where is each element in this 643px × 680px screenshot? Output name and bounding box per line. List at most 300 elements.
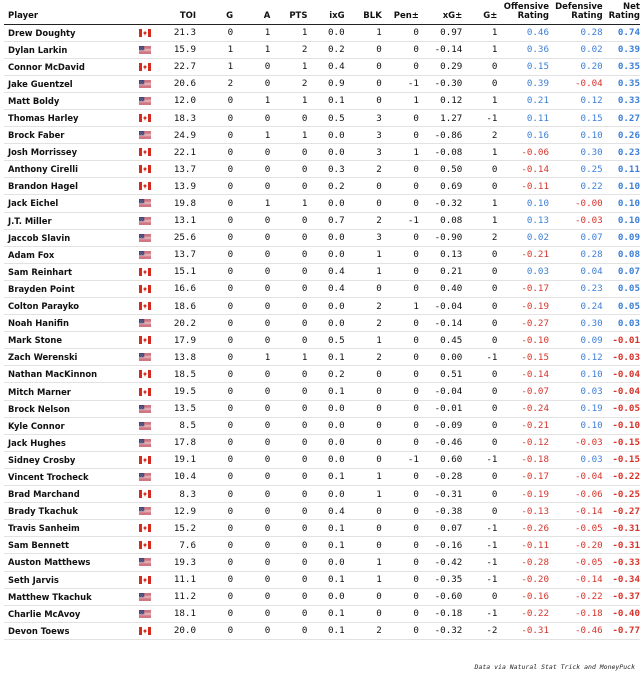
column-header: Player (8, 10, 39, 21)
stat-cell: 8.3 (179, 488, 196, 500)
stat-cell: -1 (486, 574, 498, 586)
column-header: Net Rating (608, 1, 640, 21)
stat-cell: 0 (227, 300, 234, 312)
stat-cell: 0 (376, 505, 382, 517)
stat-cell: 0 (264, 317, 271, 329)
flag-cell (134, 195, 157, 212)
stat-cell: 0.30 (580, 317, 603, 329)
stat-cell: 0.1 (328, 625, 345, 637)
stat-cell: 0 (413, 249, 419, 261)
stat-cell: 15.2 (173, 522, 196, 534)
flag-cell (134, 434, 157, 451)
stat-cell: 0 (227, 146, 234, 158)
stat-cell: 0.27 (617, 112, 640, 124)
stat-cell: 0 (376, 420, 382, 432)
table-row (4, 434, 640, 451)
stat-cell: 1 (376, 556, 382, 568)
stat-cell: 0 (301, 437, 308, 449)
player-name: Auston Matthews (8, 557, 91, 568)
stat-cell: 0 (301, 266, 308, 278)
player-name: Connor McDavid (8, 61, 85, 72)
stat-cell: 0.12 (440, 95, 463, 107)
player-name: Jack Hughes (8, 437, 66, 448)
player-name: Jack Eichel (8, 198, 59, 209)
stat-cell: 2 (491, 129, 498, 141)
stat-cell: 0 (301, 539, 308, 551)
stat-cell: 1 (227, 44, 234, 56)
stat-cell: 0 (264, 488, 271, 500)
stat-cell: 0 (413, 163, 419, 175)
stat-cell: -0.18 (434, 608, 463, 620)
stat-cell: 2 (376, 625, 382, 637)
stat-cell: 0.1 (328, 539, 345, 551)
stat-cell: 0.20 (580, 61, 603, 73)
stat-cell: 3 (376, 146, 382, 158)
stat-cell: -0.21 (521, 249, 549, 261)
player-name: Kyle Connor (8, 420, 65, 431)
stat-cell: 1.27 (440, 112, 463, 124)
player-name: Zach Werenski (8, 352, 78, 363)
stat-cell: 0 (376, 44, 382, 56)
column-header: G± (483, 10, 498, 21)
stat-cell: 0 (376, 78, 382, 90)
player-name: Drew Doughty (8, 27, 76, 38)
flag-cell (134, 92, 157, 109)
player-name: Jake Guentzel (8, 78, 73, 89)
stat-cell: 0 (301, 283, 308, 295)
stat-cell: 0 (491, 505, 498, 517)
stat-cell: 0 (376, 454, 382, 466)
stat-cell: -0.33 (612, 556, 640, 568)
stat-cell: 0 (301, 334, 308, 346)
stat-cell: 1 (376, 266, 382, 278)
stat-cell: 1 (264, 197, 271, 209)
stat-cell: -1 (486, 454, 498, 466)
column-header: ixG (329, 10, 345, 21)
stat-cell: 0 (301, 146, 308, 158)
stat-cell: 0.0 (328, 129, 345, 141)
usa-flag-icon (139, 473, 151, 481)
stat-cell: 0.2 (328, 368, 345, 380)
stat-cell: 0 (301, 625, 308, 637)
stat-cell: -0.38 (434, 505, 463, 517)
player-name: Dylan Larkin (8, 44, 68, 55)
stat-cell: -0.16 (521, 591, 549, 603)
stat-cell: 0.08 (617, 249, 640, 261)
stat-cell: 13.7 (173, 163, 196, 175)
stat-cell: 1 (491, 146, 498, 158)
stat-cell: 0.51 (440, 368, 463, 380)
stat-cell: 25.6 (173, 232, 196, 244)
stat-cell: 0 (413, 334, 419, 346)
stat-cell: 0 (264, 266, 271, 278)
stat-cell: 0 (413, 556, 419, 568)
stat-cell: 0.26 (617, 129, 640, 141)
stat-cell: -0.37 (612, 591, 640, 603)
player-name: Thomas Harley (8, 113, 79, 124)
stat-cell: -0.19 (521, 488, 549, 500)
stat-cell: 0 (264, 334, 271, 346)
stat-cell: 1 (301, 27, 308, 39)
stat-cell: 1 (376, 471, 382, 483)
stat-cell: 0 (264, 591, 271, 603)
flag-cell (134, 229, 157, 246)
stat-cell: 11.2 (173, 591, 196, 603)
stat-cell: 0.0 (328, 300, 345, 312)
stat-cell: -0.14 (575, 505, 603, 517)
table-row (4, 332, 640, 349)
stat-cell: 24.9 (173, 129, 196, 141)
usa-flag-icon (139, 217, 151, 225)
stat-cell: 0 (301, 368, 308, 380)
stat-cell: 0.22 (580, 180, 603, 192)
stat-cell: 0.1 (328, 95, 345, 107)
flag-cell (134, 486, 157, 503)
player-name: Anthony Cirelli (8, 164, 78, 175)
stat-cell: 0 (413, 574, 419, 586)
stat-cell: 0 (301, 403, 308, 415)
stat-cell: 13.8 (173, 351, 196, 363)
flag-cell (134, 349, 157, 366)
stat-cell: 0 (491, 180, 498, 192)
stat-cell: 0.5 (328, 334, 345, 346)
stat-cell: 0 (413, 232, 419, 244)
stat-cell: 0.10 (617, 180, 640, 192)
player-name: Nathan MacKinnon (8, 369, 98, 380)
usa-flag-icon (139, 97, 151, 105)
flag-cell (134, 554, 157, 571)
stat-cell: 2 (491, 232, 498, 244)
canada-flag-icon (139, 627, 151, 635)
stat-cell: -0.25 (612, 488, 640, 500)
stat-cell: 0 (227, 95, 234, 107)
stat-cell: 0 (227, 197, 234, 209)
stat-cell: 0 (376, 197, 382, 209)
stat-cell: 17.9 (173, 334, 196, 346)
stat-cell: 19.5 (173, 386, 196, 398)
table-row (4, 41, 640, 58)
stat-cell: -0.01 (612, 334, 640, 346)
table-row (4, 58, 640, 75)
stat-cell: 0.36 (526, 44, 549, 56)
usa-flag-icon (139, 251, 151, 259)
stat-cell: 0 (376, 608, 382, 620)
stat-cell: 20.0 (173, 625, 196, 637)
stat-cell: 12.9 (173, 505, 196, 517)
stat-cell: 1 (376, 334, 382, 346)
stat-cell: 20.2 (173, 317, 196, 329)
stat-cell: 0 (413, 197, 419, 209)
stat-cell: 0 (301, 232, 308, 244)
stat-cell: -0.14 (521, 163, 549, 175)
stat-cell: 0 (491, 266, 498, 278)
table-row (4, 451, 640, 468)
stat-cell: 0.0 (328, 591, 345, 603)
stat-cell: 0 (227, 471, 234, 483)
stat-cell: 0 (491, 300, 498, 312)
canada-flag-icon (139, 29, 151, 37)
stat-cell: -0.04 (612, 386, 640, 398)
stat-cell: 0 (491, 61, 498, 73)
source-note: Data via Natural Stat Trick and MoneyPuck (474, 663, 635, 671)
column-header: xG± (442, 10, 463, 21)
stat-cell: 0.07 (580, 232, 603, 244)
stat-cell: -0.05 (612, 403, 640, 415)
flag-cell (134, 263, 157, 280)
table-row (4, 520, 640, 537)
table-row (4, 280, 640, 297)
stat-cell: 0.07 (617, 266, 640, 278)
column-header: BLK (363, 10, 382, 21)
stat-cell: 0.0 (328, 146, 345, 158)
stat-cell: 0.16 (526, 129, 549, 141)
table-row (4, 92, 640, 109)
stat-cell: 0.23 (580, 283, 603, 295)
stat-cell: 0.10 (526, 197, 549, 209)
stat-cell: -0.05 (575, 522, 603, 534)
stat-cell: 0.11 (526, 112, 549, 124)
stat-cell: 0.10 (580, 420, 603, 432)
stat-cell: 0.45 (440, 334, 463, 346)
stat-cell: 0.0 (328, 488, 345, 500)
stat-cell: 0 (491, 334, 498, 346)
column-header: Defensive Rating (555, 1, 603, 21)
stat-cell: 21.3 (173, 27, 196, 39)
flag-cell (134, 41, 157, 58)
stat-cell: -0.15 (612, 437, 640, 449)
stat-cell: -2 (486, 625, 498, 637)
stat-cell: 0 (227, 215, 234, 227)
stat-cell: 0 (227, 27, 234, 39)
canada-flag-icon (139, 490, 151, 498)
stat-cell: 0.50 (440, 163, 463, 175)
stat-cell: 1 (376, 249, 382, 261)
player-name: Brad Marchand (8, 489, 80, 500)
table-body (4, 24, 640, 639)
canada-flag-icon (139, 148, 151, 156)
stat-cell: 22.1 (173, 146, 196, 158)
stat-cell: 0 (227, 180, 234, 192)
stat-cell: 0 (264, 556, 271, 568)
stat-cell: -0.77 (612, 625, 640, 637)
stat-cell: -0.46 (434, 437, 463, 449)
usa-flag-icon (139, 131, 151, 139)
stat-cell: 1 (264, 129, 271, 141)
stat-cell: -0.60 (434, 591, 463, 603)
stat-cell: -0.01 (434, 403, 463, 415)
flag-cell (134, 468, 157, 485)
table-row (4, 315, 640, 332)
flag-cell (134, 520, 157, 537)
stat-cell: 0 (376, 386, 382, 398)
stat-cell: 0.03 (580, 386, 603, 398)
usa-flag-icon (139, 46, 151, 54)
stat-cell: 18.6 (173, 300, 196, 312)
stat-cell: 0.03 (617, 317, 640, 329)
stat-cell: 0.7 (328, 215, 345, 227)
stat-cell: 1 (301, 351, 308, 363)
flag-cell (134, 127, 157, 144)
stat-cell: -0.04 (575, 471, 603, 483)
stat-cell: 1 (376, 27, 382, 39)
stat-cell: 0 (413, 386, 419, 398)
canada-flag-icon (139, 388, 151, 396)
player-name: Devon Toews (8, 625, 70, 636)
flag-cell (134, 144, 157, 161)
canada-flag-icon (139, 63, 151, 71)
table-row (4, 144, 640, 161)
stat-cell: -0.19 (521, 300, 549, 312)
stat-cell: -0.00 (575, 197, 603, 209)
stat-cell: 0.40 (440, 283, 463, 295)
table-row (4, 571, 640, 588)
stat-cell: 0 (227, 129, 234, 141)
stat-cell: -0.28 (521, 556, 549, 568)
stat-cell: 15.1 (173, 266, 196, 278)
stat-cell: 0.1 (328, 522, 345, 534)
stat-cell: 0 (413, 591, 419, 603)
stat-cell: 0.19 (580, 403, 603, 415)
player-name: Brandon Hagel (8, 181, 78, 192)
stat-cell: 0 (413, 505, 419, 517)
column-header (134, 0, 157, 24)
stat-cell: 0.03 (580, 454, 603, 466)
stat-cell: 0 (413, 317, 419, 329)
flag-cell (134, 605, 157, 622)
stat-cell: 0.28 (580, 27, 603, 39)
stat-cell: 0.10 (617, 197, 640, 209)
stat-cell: 0.24 (580, 300, 603, 312)
stat-cell: 2 (301, 44, 308, 56)
player-name: Noah Hanifin (8, 318, 69, 329)
canada-flag-icon (139, 336, 151, 344)
stat-cell: 2 (376, 215, 382, 227)
stat-cell: 0 (301, 215, 308, 227)
stat-cell: 0.13 (440, 249, 463, 261)
stat-cell: 0.0 (328, 437, 345, 449)
player-name: Brayden Point (8, 283, 75, 294)
table-row (4, 486, 640, 503)
stat-cell: 0 (491, 386, 498, 398)
stat-cell: 0 (413, 608, 419, 620)
stat-cell: 0 (227, 454, 234, 466)
stat-cell: -1 (486, 608, 498, 620)
stat-cell: 0 (264, 437, 271, 449)
stat-cell: -0.14 (521, 368, 549, 380)
stat-cell: -0.09 (434, 420, 463, 432)
player-name: Matthew Tkachuk (8, 591, 92, 602)
stat-cell: -1 (407, 454, 419, 466)
stat-cell: 0 (413, 27, 419, 39)
stat-cell: 1 (301, 61, 308, 73)
stat-cell: 0 (301, 163, 308, 175)
table-row (4, 298, 640, 315)
flag-cell (134, 503, 157, 520)
stat-cell: 0.0 (328, 27, 345, 39)
stat-cell: 0.09 (580, 334, 603, 346)
stat-cell: 0 (491, 249, 498, 261)
stat-cell: -0.15 (521, 351, 549, 363)
stat-cell: 0 (376, 283, 382, 295)
stat-cell: -0.27 (612, 505, 640, 517)
stat-cell: 0.00 (440, 351, 463, 363)
stat-cell: -0.34 (612, 574, 640, 586)
header-row (4, 0, 640, 24)
stat-cell: 0 (264, 522, 271, 534)
stat-cell: -0.42 (434, 556, 463, 568)
stat-cell: 18.3 (173, 112, 196, 124)
stat-cell: 0.23 (617, 146, 640, 158)
stat-cell: -0.32 (434, 625, 463, 637)
stat-cell: 0 (491, 78, 498, 90)
column-header: Offensive Rating (503, 1, 549, 21)
stat-cell: 0.28 (580, 249, 603, 261)
stat-cell: 0.12 (580, 351, 603, 363)
stat-cell: -0.86 (434, 129, 463, 141)
stat-cell: 2 (227, 78, 234, 90)
stat-cell: 13.7 (173, 249, 196, 261)
stat-cell: 20.6 (173, 78, 196, 90)
stat-cell: 0 (413, 283, 419, 295)
stat-cell: 1 (413, 300, 419, 312)
stat-cell: 0.04 (580, 266, 603, 278)
stat-cell: -1 (486, 351, 498, 363)
canada-flag-icon (139, 182, 151, 190)
player-name: Charlie McAvoy (8, 608, 81, 619)
canada-flag-icon (139, 114, 151, 122)
stat-cell: 0.2 (328, 180, 345, 192)
table-row (4, 554, 640, 571)
stat-cell: -1 (407, 78, 419, 90)
stat-cell: 0.69 (440, 180, 463, 192)
stat-cell: 0 (227, 608, 234, 620)
table-row (4, 366, 640, 383)
stat-cell: 0 (301, 505, 308, 517)
flag-cell (134, 298, 157, 315)
usa-flag-icon (139, 507, 151, 515)
flag-cell (134, 622, 157, 639)
stat-cell: 0 (227, 163, 234, 175)
stat-cell: 0.39 (526, 78, 549, 90)
usa-flag-icon (139, 319, 151, 327)
stat-cell: -0.32 (434, 197, 463, 209)
stat-cell: 0 (301, 317, 308, 329)
player-name: Travis Sanheim (8, 523, 80, 534)
stat-cell: 0 (413, 44, 419, 56)
stat-cell: -0.31 (612, 522, 640, 534)
column-header: TOI (179, 10, 196, 21)
stat-cell: 0 (227, 625, 234, 637)
stat-cell: 0 (264, 368, 271, 380)
stat-cell: 0 (301, 249, 308, 261)
stat-cell: -0.20 (575, 539, 603, 551)
stat-cell: -1 (407, 215, 419, 227)
stat-cell: 0 (301, 454, 308, 466)
stat-cell: 0 (301, 591, 308, 603)
stat-cell: 0 (301, 556, 308, 568)
stat-cell: 0 (491, 420, 498, 432)
stat-cell: 0.09 (617, 232, 640, 244)
stat-cell: 0 (413, 61, 419, 73)
stat-cell: 0 (227, 591, 234, 603)
stat-cell: 0 (491, 488, 498, 500)
stat-cell: -0.21 (521, 420, 549, 432)
player-name: Brock Nelson (8, 403, 70, 414)
stat-cell: 0.97 (440, 27, 463, 39)
stat-cell: 0 (413, 351, 419, 363)
stat-cell: 13.5 (173, 403, 196, 415)
stat-cell: 0 (491, 403, 498, 415)
